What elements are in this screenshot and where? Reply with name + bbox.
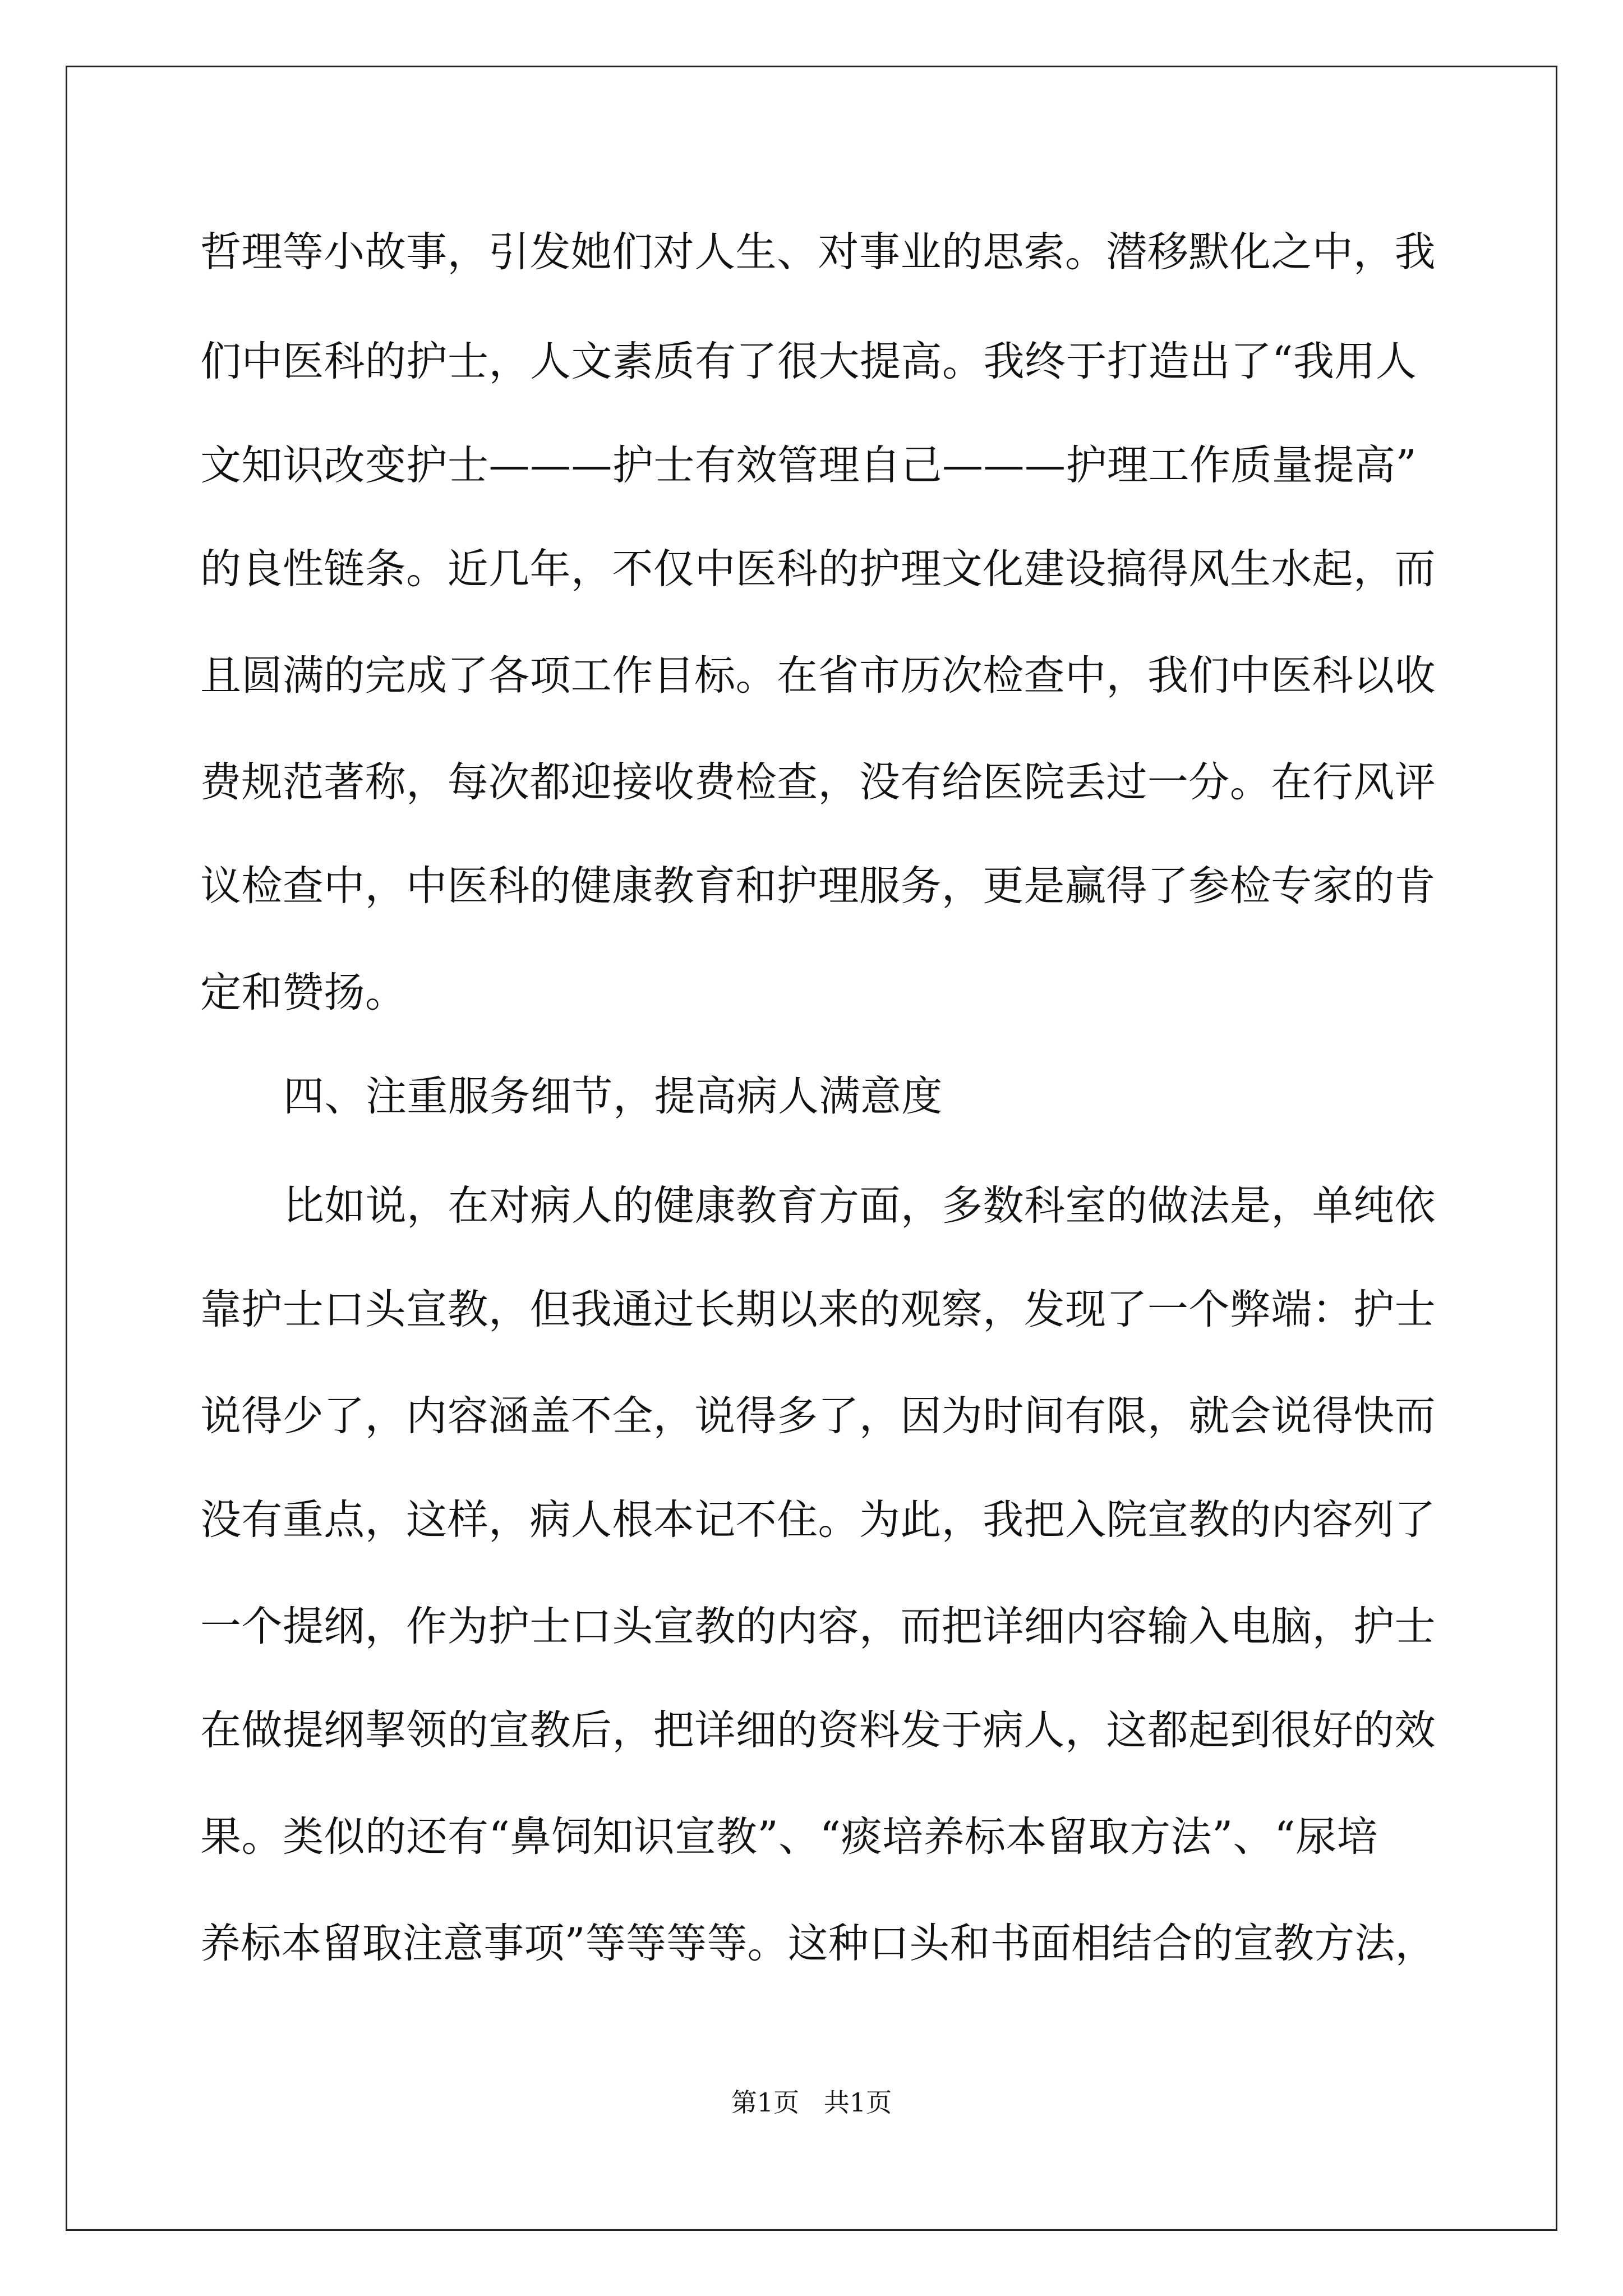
- page-number-footer: 第1页 共1页: [731, 2087, 892, 2118]
- body-text-line: 养标本留取注意事项”等等等等。这种口头和书面相结合的宣教方法，: [200, 1920, 1436, 1967]
- body-text-line: 们中医科的护士，人文素质有了很大提高。我终于打造出了“我用人: [200, 338, 1417, 385]
- page-border: [66, 66, 1557, 2231]
- body-text-line: 且圆满的完成了各项工作目标。在省市历次检查中，我们中医科以收: [200, 652, 1436, 700]
- body-text-line: 文知识改变护士———护士有效管理自己———护理工作质量提高”: [200, 441, 1417, 489]
- body-text-line: 议检查中，中医科的健康教育和护理服务，更是赢得了参检专家的肯: [200, 862, 1436, 910]
- body-text-line: 说得少了，内容涵盖不全，说得多了，因为时间有限，就会说得快而: [200, 1392, 1436, 1440]
- body-text-line: 哲理等小故事，引发她们对人生、对事业的思索。潜移默化之中，我: [200, 228, 1436, 276]
- body-text-line: 靠护士口头宣教，但我通过长期以来的观察，发现了一个弊端：护士: [200, 1286, 1436, 1333]
- body-text-line: 比如说，在对病人的健康教育方面，多数科室的做法是，单纯依: [283, 1182, 1436, 1230]
- body-text-line: 在做提纲挈领的宣教后，把详细的资料发于病人，这都起到很好的效: [200, 1706, 1436, 1754]
- section-heading: 四、注重服务细节，提高病人满意度: [283, 1073, 943, 1120]
- body-text-line: 一个提纲，作为护士口头宣教的内容，而把详细内容输入电脑，护士: [200, 1603, 1436, 1650]
- body-text-line: 费规范著称，每次都迎接收费检查，没有给医院丢过一分。在行风评: [200, 758, 1436, 806]
- body-text-line: 定和赞扬。: [200, 969, 407, 1016]
- body-text-line: 果。类似的还有“鼻饲知识宣教”、“痰培养标本留取方法”、“尿培: [200, 1813, 1378, 1861]
- body-text-line: 没有重点，这样，病人根本记不住。为此，我把入院宣教的内容列了: [200, 1496, 1436, 1544]
- body-text-line: 的良性链条。近几年，不仅中医科的护理文化建设搞得风生水起，而: [200, 545, 1436, 593]
